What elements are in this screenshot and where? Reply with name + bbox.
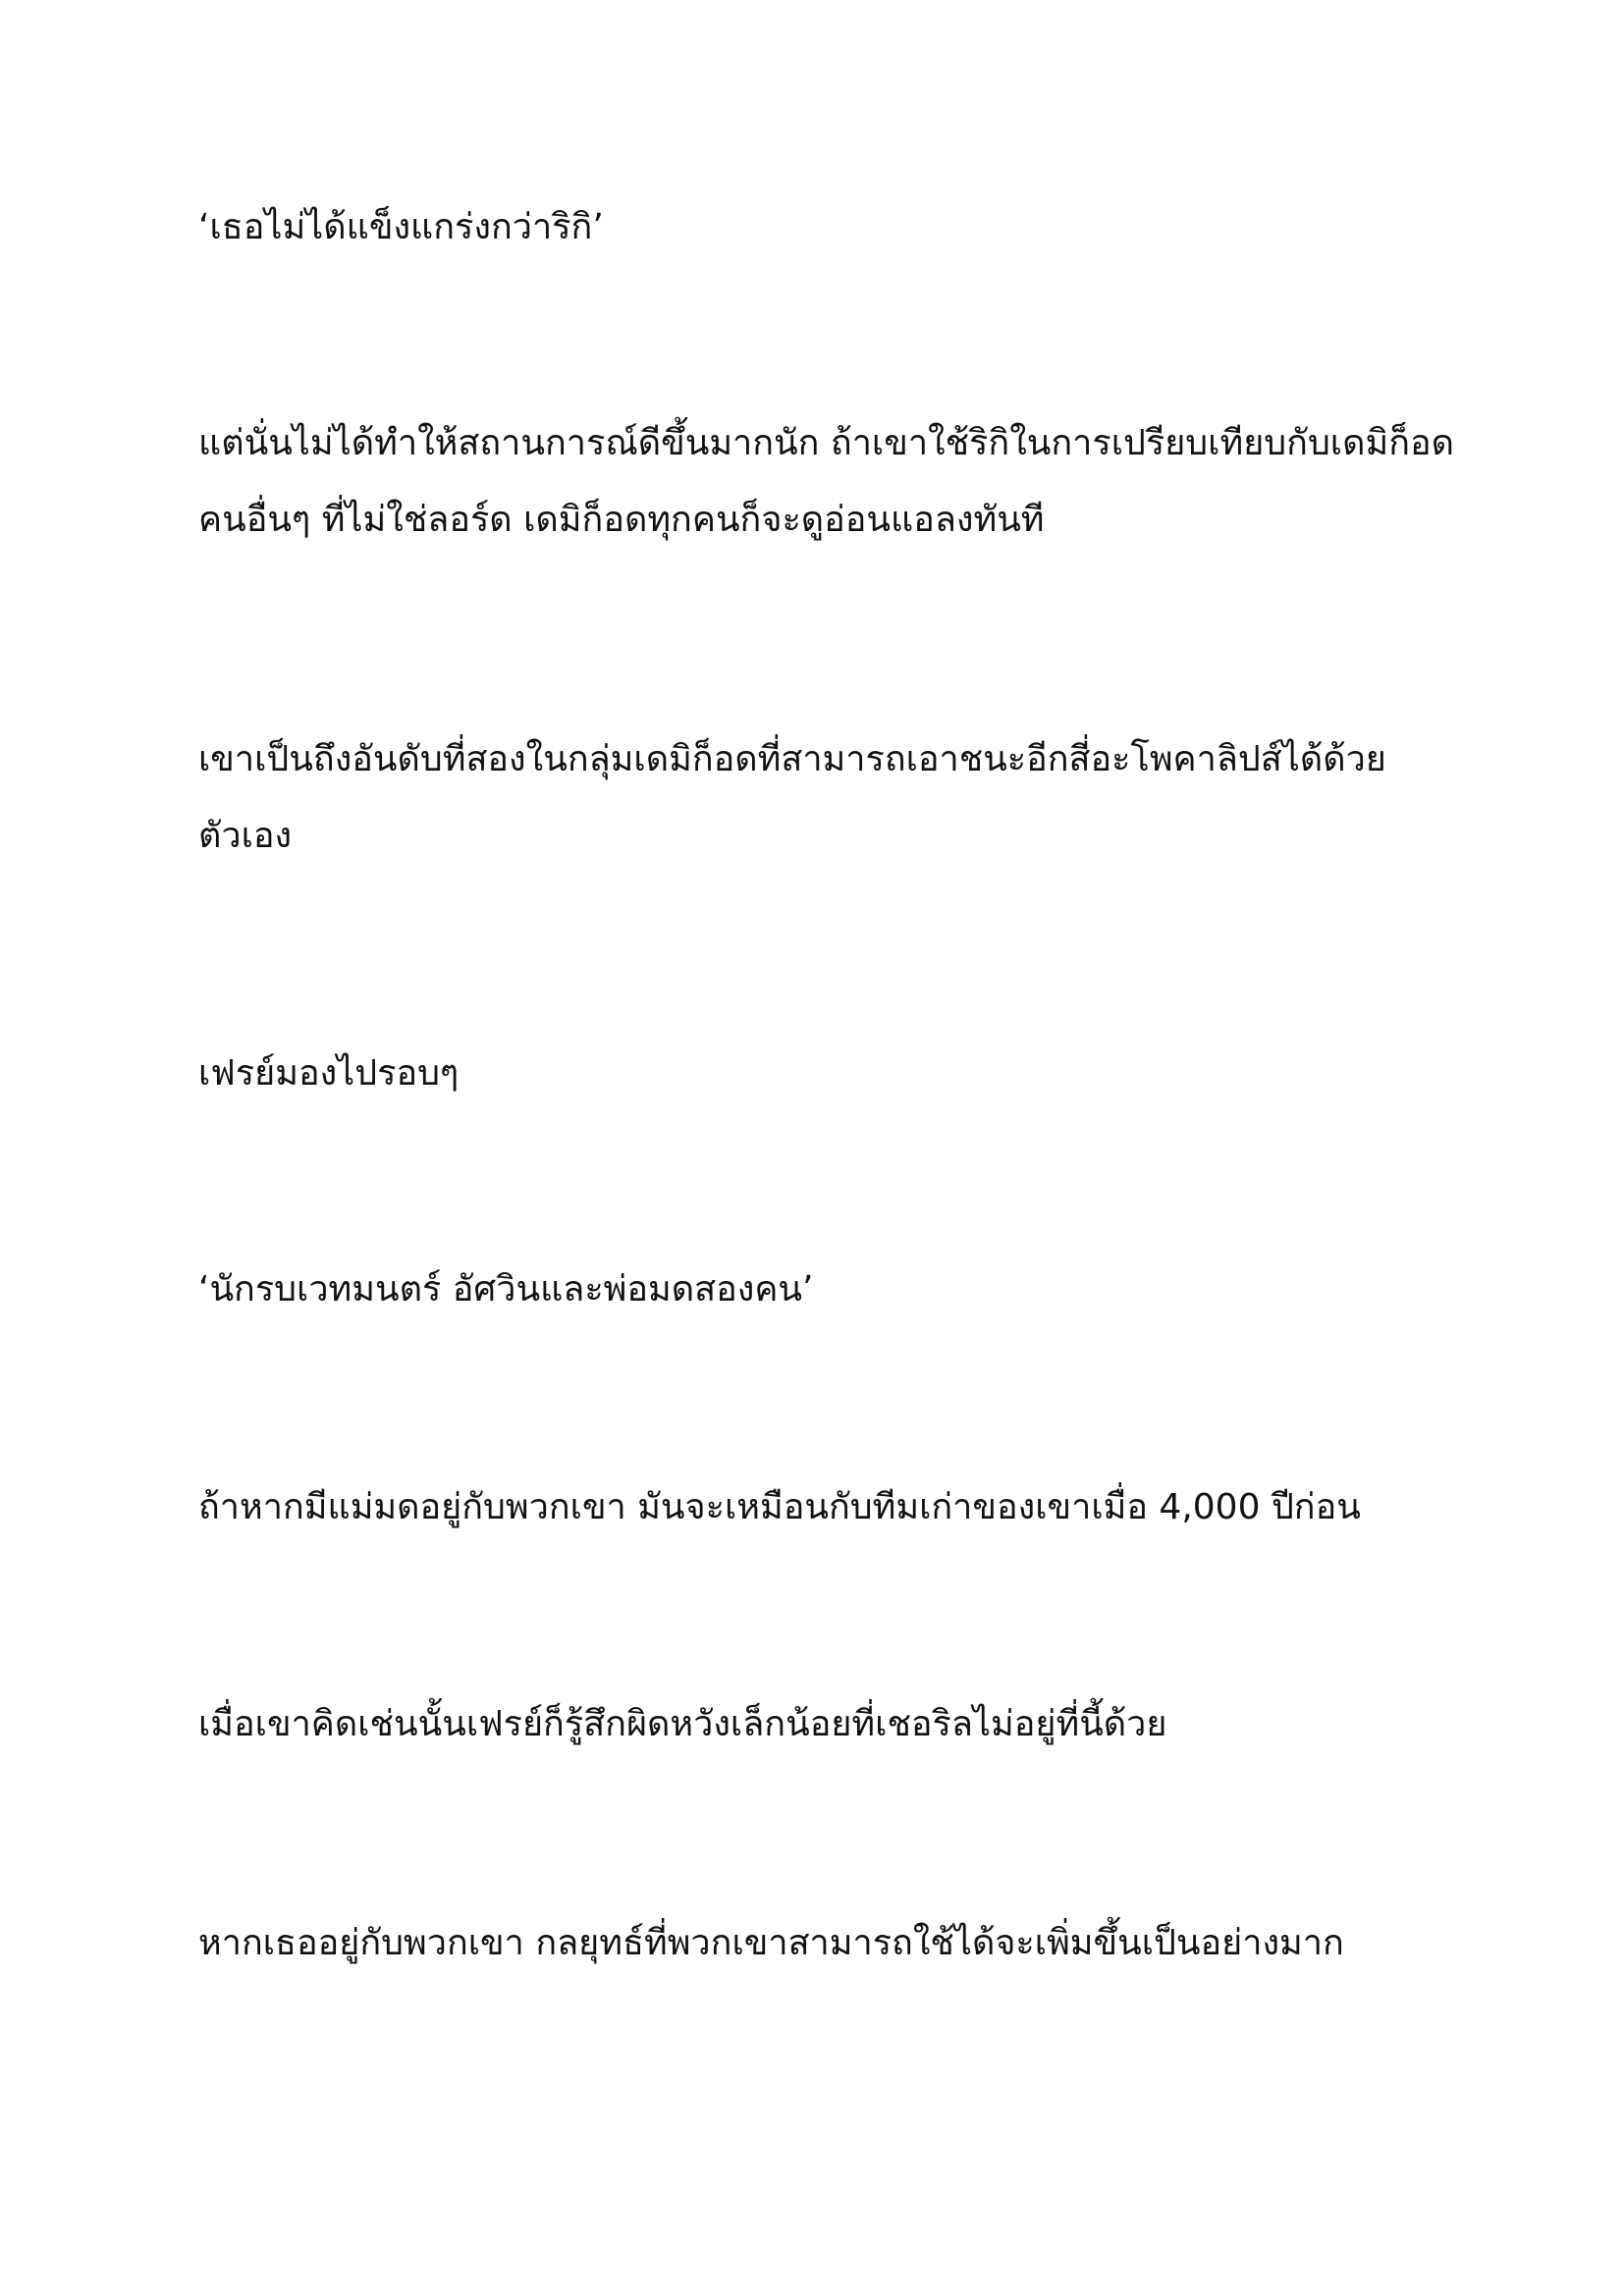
text-line: ‘เธอไม่ได้แข็งแกร่งกว่าริกิ’ — [198, 207, 604, 247]
text-line: เมื่อเขาคิดเช่นนั้นเฟรย์ก็รู้สึกผิดหวังเล็กน้อยที่เชอริลไม่อยู่ที่นี้ด้วย — [198, 1704, 1167, 1744]
paragraph — [198, 1686, 1465, 1763]
paragraph — [198, 1905, 1465, 1982]
text-line: ตัวเอง — [198, 816, 293, 856]
paragraph — [198, 1469, 1465, 1546]
text-line: หากเธออยู่กับพวกเขา กลยุทธ์ที่พวกเขาสามารถใช้ได้จะเพิ่มขึ้นเป็นอย่างมาก — [198, 1923, 1344, 1963]
text-line: เขาเป็นถึงอันดับที่สองในกลุ่มเดมิก็อดที่สามารถเอาชนะอีกสี่อะโพคาลิปส์ได้ด้วย — [198, 739, 1386, 779]
text-line: ถ้าหากมีแม่มดอยู่กับพวกเขา มันจะเหมือนกับทีมเก่าของเขาเมื่อ 4,000 ปีก่อน — [198, 1487, 1361, 1527]
paragraph — [198, 405, 1465, 559]
paragraph — [198, 721, 1465, 875]
text-line: คนอื่นๆ ที่ไม่ใช่ลอร์ด เดมิก็อดทุกคนก็จะดูอ่อนแอลงทันที — [198, 500, 1045, 540]
text-line: แต่นั่นไม่ได้ทำให้สถานการณ์ดีขึ้นมากนัก ถ้าเขาใช้ริกิในการเปรียบเทียบกับเดมิก็อด — [198, 423, 1455, 463]
text-line: ‘นักรบเวทมนตร์ อัศวินและพ่อมดสองคน’ — [198, 1269, 814, 1309]
paragraph — [198, 1036, 1465, 1112]
paragraph — [198, 1252, 1465, 1328]
paragraph — [198, 189, 1465, 266]
text-line: เฟรย์มองไปรอบๆ — [198, 1053, 460, 1094]
